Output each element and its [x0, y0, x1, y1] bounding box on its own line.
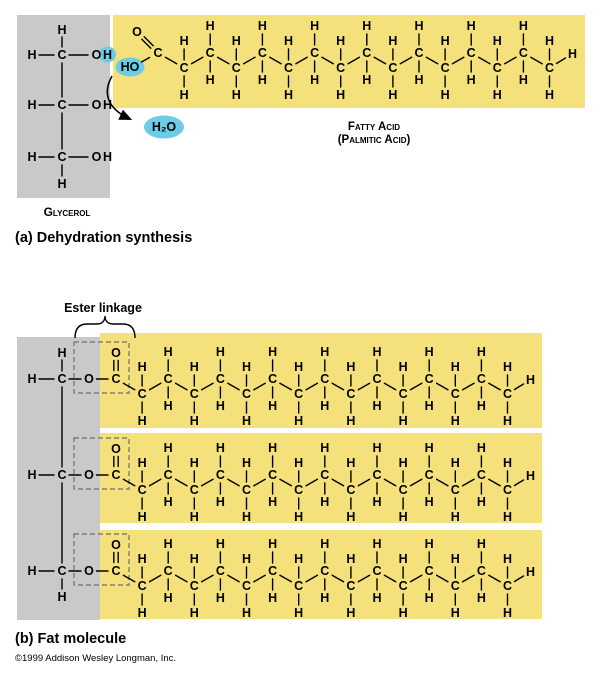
hydrogen-atom: H: [450, 552, 460, 566]
carbon-atom: C: [398, 387, 408, 401]
hydrogen-atom: H: [424, 441, 434, 455]
carbon-atom: C: [492, 61, 502, 75]
carbon-atom: C: [320, 372, 330, 386]
hydrogen-atom: H: [215, 345, 225, 359]
hydrogen-atom: H: [398, 414, 408, 428]
carbonyl-oxygen-atom: O: [111, 538, 121, 552]
hydrogen-atom: H: [414, 73, 424, 87]
oxygen-atom: O: [91, 150, 102, 164]
hydrogen-atom: H: [241, 510, 252, 524]
hydrogen-atom: H: [137, 360, 147, 374]
carbon-atom: C: [294, 579, 304, 593]
hydrogen-atom: H: [388, 34, 398, 48]
hydrogen-atom: H: [294, 552, 304, 566]
hydrogen-atom: H: [137, 456, 147, 470]
carbon-atom: C: [372, 564, 382, 578]
carbon-atom: C: [241, 483, 252, 497]
hydrogen-atom: H: [320, 537, 330, 551]
carbon-atom: C: [440, 61, 450, 75]
hydrogen-atom: H: [492, 88, 502, 102]
hydrogen-atom: H: [189, 606, 199, 620]
hydrogen-atom: H: [372, 495, 382, 509]
hydrogen-atom: H: [268, 495, 278, 509]
hydrogen-atom: H: [476, 591, 486, 605]
hydrogen-atom: H: [137, 510, 147, 524]
hydrogen-atom: H: [346, 510, 356, 524]
hydrogen-atom: H: [424, 399, 434, 413]
water-molecule: H₂O: [151, 120, 177, 134]
carbonyl-carbon-atom: C: [111, 372, 121, 386]
carbon-atom: C: [450, 483, 460, 497]
hydrogen-atom: H: [320, 591, 330, 605]
hydrogen-atom: H: [189, 414, 199, 428]
hydrogen-atom: H: [320, 441, 330, 455]
hydrogen-atom: H: [231, 34, 241, 48]
carbon-atom: C: [215, 564, 225, 578]
carbon-atom: C: [476, 564, 486, 578]
hydrogen-atom: H: [215, 399, 225, 413]
caption-a: (a) Dehydration synthesis: [15, 230, 193, 246]
hydrogen-atom: H: [450, 510, 460, 524]
hydrogen-atom: H: [268, 441, 278, 455]
hydrogen-atom: H: [320, 495, 330, 509]
carbon-atom: C: [544, 61, 555, 75]
carbon-atom: C: [450, 579, 460, 593]
carboxyl-carbon-atom: C: [153, 46, 163, 60]
hydrogen-atom: H: [372, 537, 382, 551]
oxygen-atom: O: [91, 48, 102, 62]
hydrogen-atom: H: [440, 34, 450, 48]
ester-oxygen-atom: O: [84, 372, 94, 386]
carbon-atom: C: [163, 564, 173, 578]
carbon-atom: C: [215, 468, 225, 482]
hydrogen-atom: H: [424, 591, 434, 605]
hydrogen-atom: H: [388, 88, 398, 102]
hydrogen-atom: H: [137, 606, 147, 620]
caption-b: (b) Fat molecule: [15, 631, 127, 647]
hydrogen-atom: H: [163, 495, 173, 509]
hydrogen-atom: H: [310, 19, 320, 33]
hydrogen-atom: H: [215, 537, 225, 551]
copyright-text: ©1999 Addison Wesley Longman, Inc.: [15, 653, 177, 664]
hydrogen-atom: H: [450, 414, 460, 428]
hydrogen-atom: H: [440, 88, 450, 102]
carbonyl-carbon-atom: C: [111, 468, 121, 482]
hydrogen-atom: H: [518, 73, 528, 87]
hydrogen-atom: H: [189, 552, 199, 566]
hydrogen-atom: H: [27, 150, 37, 164]
carbon-atom: C: [346, 483, 356, 497]
hydrogen-atom: H: [398, 606, 408, 620]
hydrogen-atom: H: [57, 177, 67, 191]
ester-oxygen-atom: O: [84, 564, 94, 578]
carbon-atom: C: [518, 46, 528, 60]
hydrogen-atom: H: [57, 23, 67, 37]
hydrogen-atom: H: [102, 150, 113, 164]
hydrogen-atom: H: [241, 606, 252, 620]
oxygen-atom: O: [91, 98, 102, 112]
hydrogen-atom: H: [102, 98, 113, 112]
hydrogen-atom: H: [466, 73, 476, 87]
hydrogen-atom: H: [424, 495, 434, 509]
hydrogen-atom: H: [310, 73, 320, 87]
hydrogen-atom: H: [241, 360, 252, 374]
hydrogen-atom: H: [450, 360, 460, 374]
carbon-atom: C: [372, 468, 382, 482]
hydrogen-atom: H: [502, 552, 513, 566]
carbon-atom: C: [257, 46, 267, 60]
hydrogen-atom: H: [320, 345, 330, 359]
hydroxyl-group: HO: [120, 60, 140, 74]
carbon-atom: C: [398, 579, 408, 593]
hydrogen-atom: H: [57, 590, 67, 604]
carbon-atom: C: [241, 387, 252, 401]
carbon-atom: C: [346, 387, 356, 401]
hydrogen-atom: H: [502, 606, 513, 620]
hydrogen-atom: H: [362, 19, 372, 33]
hydrogen-atom: H: [294, 360, 304, 374]
carbon-atom: C: [424, 564, 434, 578]
hydrogen-atom: H: [476, 495, 486, 509]
carbon-atom: C: [137, 483, 147, 497]
carbon-atom: C: [57, 564, 67, 578]
hydrogen-atom: H: [268, 345, 278, 359]
hydrogen-atom: H: [163, 537, 173, 551]
carbonyl-oxygen-atom: O: [132, 25, 142, 39]
hydrogen-atom: H: [398, 510, 408, 524]
carbon-atom: C: [346, 579, 356, 593]
hydrogen-atom: H: [320, 399, 330, 413]
carbon-atom: C: [163, 372, 173, 386]
hydrogen-atom: H: [414, 19, 424, 33]
hydrogen-atom: H: [294, 510, 304, 524]
hydrogen-atom: H: [268, 591, 278, 605]
hydrogen-atom: H: [525, 469, 536, 483]
carbon-atom: C: [476, 372, 486, 386]
hydrogen-atom: H: [424, 345, 434, 359]
hydrogen-atom: H: [241, 456, 252, 470]
hydrogen-atom: H: [502, 414, 513, 428]
carbon-atom: C: [294, 483, 304, 497]
carbon-atom: C: [310, 46, 320, 60]
hydrogen-atom: H: [231, 88, 241, 102]
hydrogen-atom: H: [544, 88, 555, 102]
hydrogen-atom: H: [476, 537, 486, 551]
hydrogen-atom: H: [476, 399, 486, 413]
carbon-atom: C: [163, 468, 173, 482]
carbon-atom: C: [57, 98, 67, 112]
hydrogen-atom: H: [336, 88, 346, 102]
ester-oxygen-atom: O: [84, 468, 94, 482]
carbon-atom: C: [388, 61, 398, 75]
hydrogen-atom: H: [137, 414, 147, 428]
hydrogen-atom: H: [179, 88, 189, 102]
carbon-atom: C: [189, 387, 199, 401]
carbon-atom: C: [362, 46, 372, 60]
hydrogen-atom: H: [544, 34, 555, 48]
hydrogen-atom: H: [163, 345, 173, 359]
hydrogen-atom: H: [257, 19, 267, 33]
hydrogen-atom: H: [372, 345, 382, 359]
hydrogen-atom: H: [137, 552, 147, 566]
carbon-atom: C: [57, 372, 67, 386]
hydrogen-atom: H: [372, 441, 382, 455]
hydrogen-atom: H: [346, 552, 356, 566]
carbon-atom: C: [414, 46, 424, 60]
hydrogen-atom: H: [257, 73, 267, 87]
hydrogen-atom: H: [27, 48, 37, 62]
carbon-atom: C: [336, 61, 346, 75]
fatty-acid-label: Fatty Acid: [347, 121, 401, 133]
carbon-atom: C: [502, 579, 513, 593]
hydrogen-atom: H: [525, 565, 536, 579]
hydrogen-atom: H: [57, 346, 67, 360]
hydrogen-atom: H: [189, 360, 199, 374]
carbon-atom: C: [241, 579, 252, 593]
hydrogen-atom: H: [567, 47, 578, 61]
carbon-atom: C: [268, 564, 278, 578]
hydrogen-atom: H: [398, 360, 408, 374]
carbon-atom: C: [57, 150, 67, 164]
carbon-atom: C: [137, 387, 147, 401]
hydrogen-atom: H: [27, 564, 37, 578]
carbonyl-oxygen-atom: O: [111, 346, 121, 360]
hydrogen-atom: H: [189, 510, 199, 524]
hydrogen-atom: H: [163, 441, 173, 455]
hydrogen-atom: H: [241, 552, 252, 566]
hydrogen-atom: H: [346, 360, 356, 374]
hydrogen-atom: H: [466, 19, 476, 33]
carbon-atom: C: [398, 483, 408, 497]
hydrogen-atom: H: [283, 34, 294, 48]
hydrogen-atom: H: [398, 552, 408, 566]
hydrogen-atom: H: [372, 591, 382, 605]
hydrogen-atom: H: [215, 591, 225, 605]
hydrogen-atom: H: [27, 468, 37, 482]
carbon-atom: C: [372, 372, 382, 386]
carbon-atom: C: [137, 579, 147, 593]
hydrogen-atom: H: [27, 372, 37, 386]
hydrogen-atom: H: [241, 414, 252, 428]
hydrogen-atom: H: [346, 456, 356, 470]
carbon-atom: C: [189, 579, 199, 593]
glycerol-label: Glycerol: [43, 205, 91, 219]
hydrogen-atom: H: [179, 34, 189, 48]
carbonyl-oxygen-atom: O: [111, 442, 121, 456]
carbon-atom: C: [476, 468, 486, 482]
hydrogen-atom: H: [502, 510, 513, 524]
hydrogen-atom: H: [476, 441, 486, 455]
palmitic-acid-label: (Palmitic Acid): [337, 134, 411, 146]
hydrogen-atom: H: [205, 19, 215, 33]
hydrogen-atom: H: [102, 48, 113, 62]
hydrogen-atom: H: [336, 34, 346, 48]
hydrogen-atom: H: [215, 495, 225, 509]
carbon-atom: C: [283, 61, 294, 75]
hydrogen-atom: H: [215, 441, 225, 455]
hydrogen-atom: H: [346, 414, 356, 428]
carbon-atom: C: [179, 61, 189, 75]
hydrogen-atom: H: [502, 360, 513, 374]
hydrogen-atom: H: [362, 73, 372, 87]
hydrogen-atom: H: [294, 606, 304, 620]
carbon-atom: C: [268, 468, 278, 482]
carbon-atom: C: [424, 468, 434, 482]
carbon-atom: C: [466, 46, 476, 60]
carbon-atom: C: [215, 372, 225, 386]
molecule-structures: [27, 19, 577, 620]
carbon-atom: C: [57, 48, 67, 62]
hydrogen-atom: H: [268, 399, 278, 413]
hydrogen-atom: H: [450, 606, 460, 620]
hydrogen-atom: H: [372, 399, 382, 413]
hydrogen-atom: H: [294, 456, 304, 470]
carbon-atom: C: [294, 387, 304, 401]
carbon-atom: C: [424, 372, 434, 386]
carbon-atom: C: [320, 564, 330, 578]
carbon-atom: C: [231, 61, 241, 75]
hydrogen-atom: H: [294, 414, 304, 428]
carbon-atom: C: [205, 46, 215, 60]
carbon-atom: C: [502, 387, 513, 401]
carbon-atom: C: [320, 468, 330, 482]
hydrogen-atom: H: [476, 345, 486, 359]
carbon-atom: C: [268, 372, 278, 386]
hydrogen-atom: H: [163, 399, 173, 413]
ester-linkage-label: Ester linkage: [64, 301, 142, 315]
carbon-atom: C: [189, 483, 199, 497]
hydrogen-atom: H: [502, 456, 513, 470]
hydrogen-atom: H: [492, 34, 502, 48]
hydrogen-atom: H: [268, 537, 278, 551]
hydrogen-atom: H: [205, 73, 215, 87]
carbon-atom: C: [502, 483, 513, 497]
hydrogen-atom: H: [283, 88, 294, 102]
carbon-atom: C: [450, 387, 460, 401]
hydrogen-atom: H: [27, 98, 37, 112]
hydrogen-atom: H: [189, 456, 199, 470]
carbonyl-carbon-atom: C: [111, 564, 121, 578]
carbon-atom: C: [57, 468, 67, 482]
hydrogen-atom: H: [518, 19, 528, 33]
hydrogen-atom: H: [525, 373, 536, 387]
hydrogen-atom: H: [424, 537, 434, 551]
hydrogen-atom: H: [346, 606, 356, 620]
hydrogen-atom: H: [163, 591, 173, 605]
hydrogen-atom: H: [398, 456, 408, 470]
hydrogen-atom: H: [450, 456, 460, 470]
